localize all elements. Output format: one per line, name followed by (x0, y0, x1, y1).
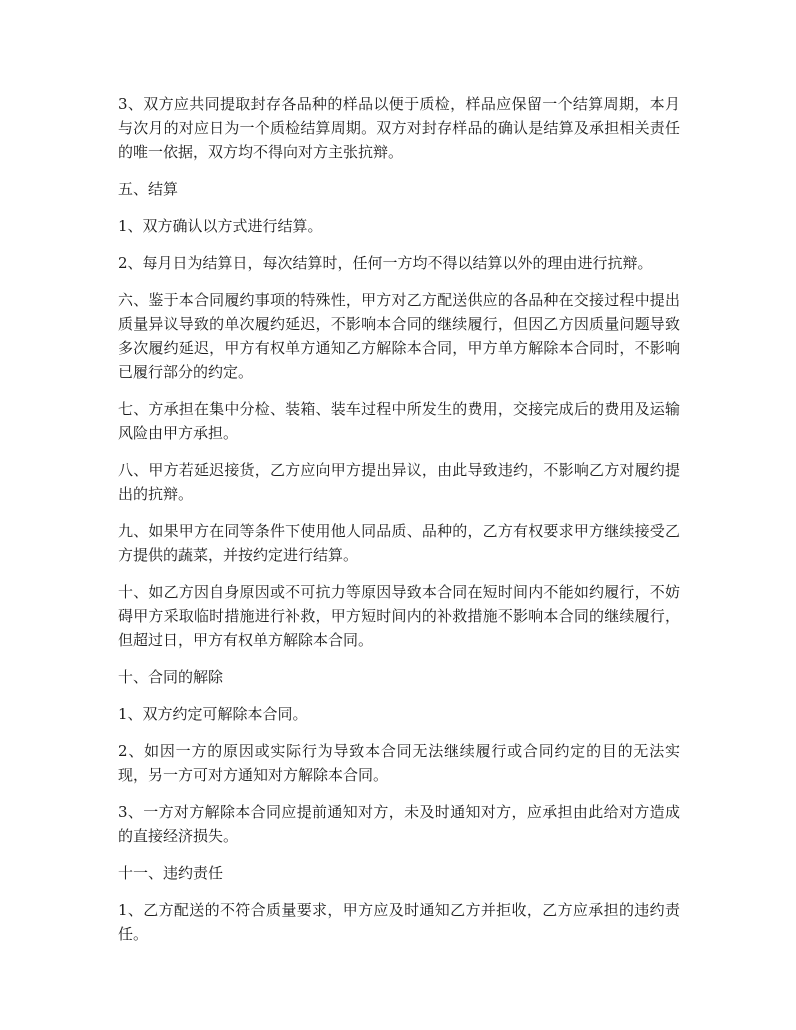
paragraph-termination-notice: 2、如因一方的原因或实际行为导致本合同无法继续履行或合同约定的目的无法实现，另一方可对方通知对方解除本合同。 (118, 742, 680, 784)
paragraph-clause-ten: 十、如乙方因自身原因或不可抗力等原因导致本合同在短时间内不能如约履行，不妨碍甲方采取临时措施进行补救，甲方短时间内的补救措施不影响本合同的继续履行，但超过日，甲方有权单方解除本合同。 (118, 583, 680, 649)
document-body (118, 92, 680, 959)
paragraph-settlement-day: 2、每月日为结算日，每次结算时，任何一方均不得以结算以外的理由进行抗辩。 (118, 254, 653, 272)
paragraph-sample-sealing: 3、双方应共同提取封存各品种的样品以便于质检，样品应保留一个结算周期，本月与次月的对应日为一个质检结算周期。双方对封存样品的确认是结算及承担相关责任的唯一依据，双方均不得向对方主张抗辩。 (118, 95, 680, 161)
paragraph-settlement-method: 1、双方确认以方式进行结算。 (118, 217, 323, 235)
paragraph-clause-nine: 九、如果甲方在同等条件下使用他人同品质、品种的，乙方有权要求甲方继续接受乙方提供的蔬菜，并按约定进行结算。 (118, 522, 680, 564)
paragraph-clause-eight: 八、甲方若延迟接货，乙方应向甲方提出异议，由此导致违约，不影响乙方对履约提出的抗辩。 (118, 461, 680, 503)
heading-termination: 十、合同的解除 (118, 668, 224, 686)
paragraph-clause-seven: 七、方承担在集中分检、装箱、装车过程中所发生的费用，交接完成后的费用及运输风险由甲方承担。 (118, 400, 680, 442)
heading-settlement: 五、结算 (118, 180, 179, 198)
paragraph-termination-advance-notice: 3、一方对方解除本合同应提前通知对方，未及时通知对方，应承担由此给对方造成的直接经济损失。 (118, 803, 680, 845)
paragraph-clause-six: 六、鉴于本合同履约事项的特殊性，甲方对乙方配送供应的各品种在交接过程中提出质量异议导致的单次履约延迟，不影响本合同的继续履行，但因乙方因质量问题导致多次履约延迟，甲方有权单方通知乙方解除本合同，甲方单方解除本合同时，不影响已履行部分的约定。 (118, 291, 680, 381)
paragraph-termination-agreement: 1、双方约定可解除本合同。 (118, 705, 308, 723)
paragraph-quality-breach: 1、乙方配送的不符合质量要求，甲方应及时通知乙方并拒收，乙方应承担的违约责任。 (118, 901, 680, 943)
heading-breach-liability: 十一、违约责任 (118, 864, 224, 882)
